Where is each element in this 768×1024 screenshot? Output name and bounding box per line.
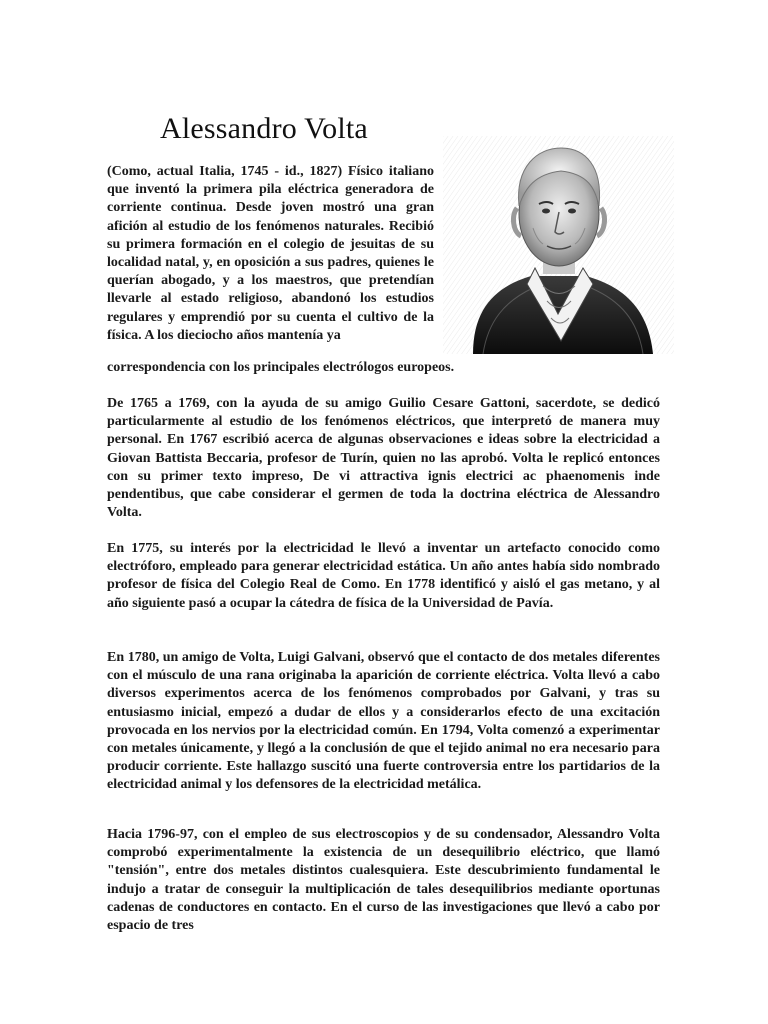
portrait-image [443, 136, 674, 354]
paragraph-1780: En 1780, un amigo de Volta, Luigi Galvani, observó que el contacto de dos metales diferentes con el músculo de una rana originaba la aparición de corriente eléctrica. Volta llevó a cabo diversos experimentos acerca de los fenómenos comprobados por Galvani, y tras su entusiasmo inicial, empezó a dudar de ellos y a considerarlos efecto de una excitación provocada en los nervios por la electricidad común. En 1794, Volta comenzó a experimentar con metales únicamente, y llegó a la conclusión de que el tejido animal no era necesario para producir corriente. Este hallazgo suscitó una fuerte controversia entre los partidarios de la electricidad animal y los defensores de la electricidad metálica. [107, 650, 660, 793]
paragraph-1796: Hacia 1796-97, con el empleo de sus electroscopios y de su condensador, Alessandro Volta comprobó experimentalmente la existencia de un desequilibrio eléctrico, que llamó "tensión", entre dos metales distintos cualesquiera. Este descubrimiento fundamental le indujo a tratar de conseguir la multiplicación de tales desequilibrios mediante oportunas cadenas de conductores en contacto. En el curso de las investigaciones que llevó a cabo por espacio de tres [107, 827, 660, 934]
page-title: Alessandro Volta [160, 112, 368, 145]
paragraph-1765: De 1765 a 1769, con la ayuda de su amigo Guilio Cesare Gattoni, sacerdote, se dedicó particularmente al estudio de los fenómenos eléctricos, que interpretó de manera muy personal. En 1767 escribió acerca de algunas observaciones e ideas sobre la electricidad a Giovan Battista Beccaria, profesor de Turín, quien no las aprobó. Volta le replicó entonces con su primer texto impreso, De vi attractiva ignis electrici ac phaenomenis inde pendentibus, que cabe considerar el germen de toda la doctrina eléctrica de Alessandro Volta. [107, 396, 660, 521]
paragraph-1775: En 1775, su interés por la electricidad le llevó a inventar un artefacto conocido como electróforo, empleado para generar electricidad estática. Un año antes había sido nombrado profesor de física del Colegio Real de Como. En 1778 identificó y aisló el gas metano, y al año siguiente pasó a ocupar la cátedra de física de la Universidad de Pavía. [107, 541, 660, 611]
intro-paragraph-tail: correspondencia con los principales electrólogos europeos. [107, 360, 455, 375]
intro-paragraph: (Como, actual Italia, 1745 - id., 1827) Físico italiano que inventó la primera pila eléctrica generadora de corriente continua. Desde joven mostró una gran afición al estudio de los fenómenos naturales. Recibió su primera formación en el colegio de jesuitas de su localidad natal, y, en oposición a sus padres, quienes le querían abogado, y a los maestros, que pretendían llevarle al estado religioso, abandonó los estudios regulares y emprendió por su cuenta el cultivo de la física. A los dieciocho años mantenía ya [107, 164, 434, 343]
